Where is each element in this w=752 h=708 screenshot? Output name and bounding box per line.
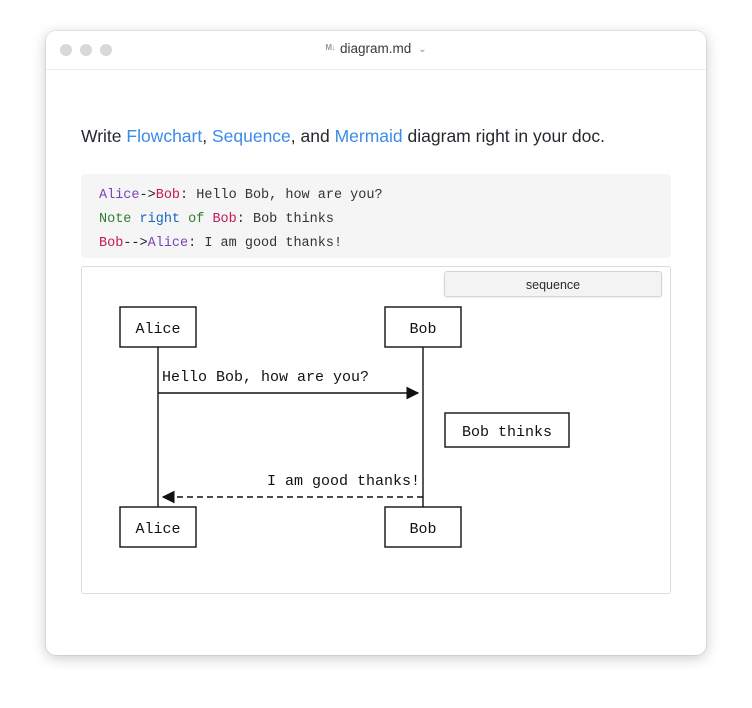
message-label-2: I am good thanks! (266, 473, 420, 490)
mermaid-code-block[interactable] (81, 174, 671, 258)
code-token (131, 212, 139, 227)
diagram-type-badge[interactable]: sequence (444, 271, 662, 297)
actor-label-bob-top: Bob (409, 321, 437, 338)
actor-label-alice-top: Alice (135, 321, 181, 338)
code-line (99, 232, 671, 256)
code-token (180, 212, 188, 227)
code-line (99, 184, 671, 208)
prose-lead: Write (81, 126, 127, 146)
window-title: diagram.md (340, 41, 412, 56)
link-sequence[interactable]: Sequence (211, 126, 291, 146)
chevron-down-icon[interactable]: ⌄ (418, 44, 427, 55)
code-token: : I am good thanks! (188, 236, 343, 251)
code-token: Alice (147, 236, 189, 251)
link-flowchart[interactable]: Flowchart (126, 126, 203, 146)
window-titlebar (46, 31, 706, 70)
link-mermaid[interactable]: Mermaid (334, 126, 403, 146)
intro-paragraph (81, 126, 605, 147)
note-label-bob-thinks: Bob thinks (461, 424, 553, 441)
code-token: Bob (99, 236, 124, 251)
app-window (46, 31, 706, 655)
code-token: Bob (155, 188, 181, 203)
prose-sep-2: , and (290, 126, 335, 146)
code-token: : Hello Bob, how are you? (180, 188, 383, 203)
actor-label-alice-bottom: Alice (135, 521, 181, 538)
code-token: right (139, 212, 181, 227)
code-token: of (188, 212, 205, 227)
code-token: Note (99, 212, 132, 227)
prose-tail: diagram right in your doc. (402, 126, 605, 146)
diagram-preview-panel (81, 266, 671, 594)
code-line (99, 208, 671, 232)
code-token: Bob (212, 212, 237, 227)
code-token: -> (139, 188, 156, 203)
code-token: Alice (99, 188, 140, 203)
prose-sep-1: , (202, 126, 212, 146)
markdown-icon: M↓ (325, 43, 335, 52)
window-title-group (46, 41, 706, 56)
code-token: --> (123, 236, 148, 251)
message-label-1: Hello Bob, how are you? (162, 369, 370, 386)
code-token: : Bob thinks (236, 212, 334, 227)
actor-label-bob-bottom: Bob (409, 521, 437, 538)
sequence-diagram (82, 267, 670, 593)
